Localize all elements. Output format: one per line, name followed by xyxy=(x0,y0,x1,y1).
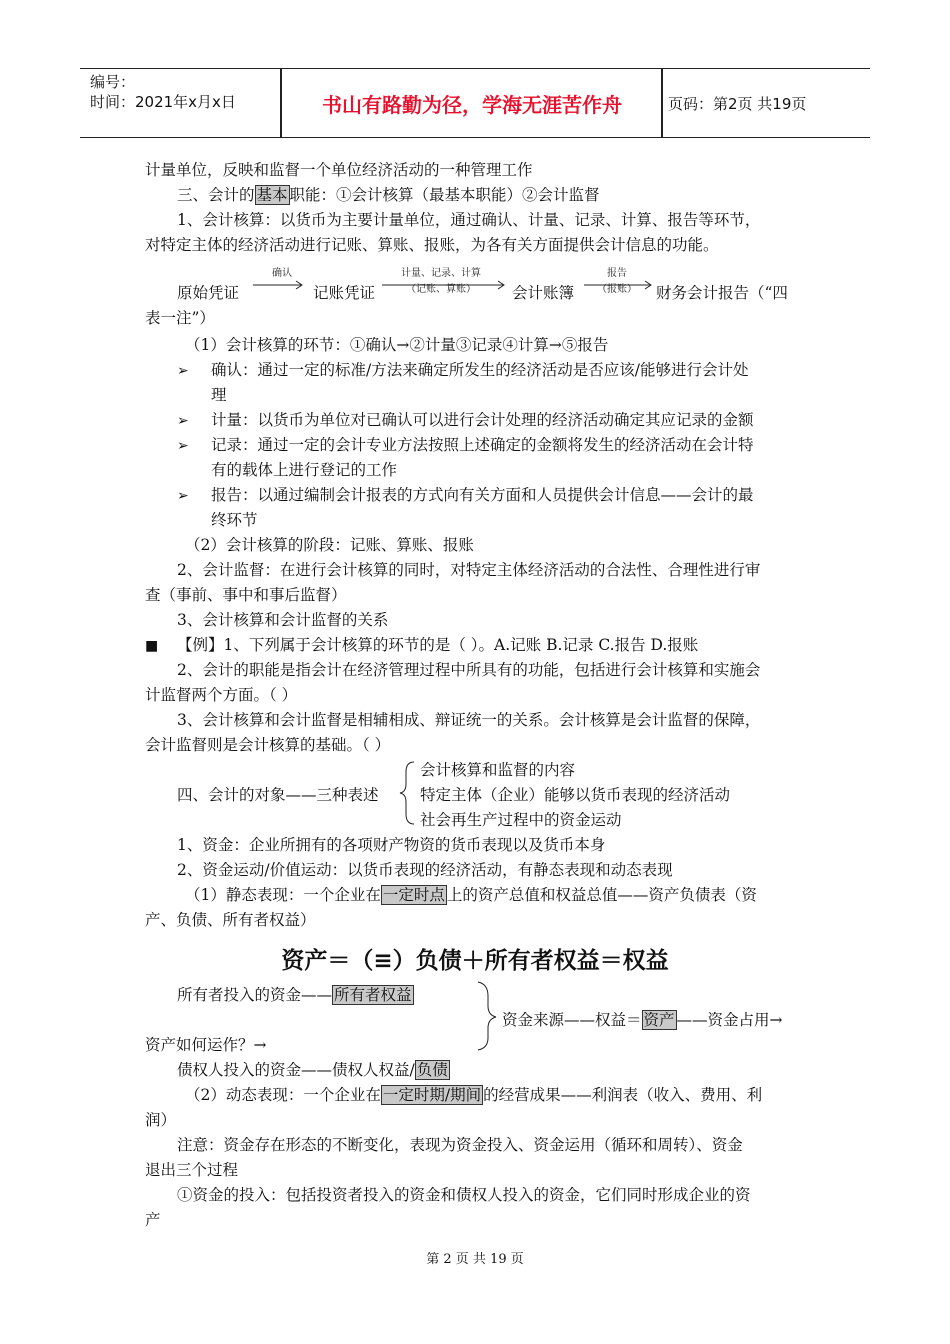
text-line: ①资金的投入：包括投资者投入的资金和债权人投入的资金，它们同时形成企业的资 xyxy=(177,1186,751,1204)
text-line: 终环节 xyxy=(211,511,258,529)
text-line: 会计监督则是会计核算的基础。（ ） xyxy=(145,736,391,754)
text-line: （1）会计核算的环节：①确认→②计量③记录④计算→⑤报告 xyxy=(185,336,609,354)
text-line: 理 xyxy=(211,386,227,404)
text-line xyxy=(185,1085,762,1105)
flow-arrow-label: 确认 xyxy=(272,268,292,279)
highlight-period: 一定时期/期间 xyxy=(382,1086,482,1104)
page-footer: 第 2 页 共 19 页 xyxy=(426,1252,524,1267)
text-line: 退出三个过程 xyxy=(145,1161,239,1179)
text-line: 产 xyxy=(145,1211,161,1229)
flow-financial-report: 财务会计报告（“四 xyxy=(656,284,788,302)
bullet-arrow-icon: ➢ xyxy=(177,438,189,454)
text-line: 有的载体上进行登记的工作 xyxy=(211,461,398,479)
text-span: 所有者投入的资金—— xyxy=(177,986,333,1004)
header-page-info: 页码：第2页 共19页 xyxy=(668,94,807,113)
text-span: 上的资产总值和权益总值——资产负债表（资 xyxy=(446,886,757,904)
text-line: 资产如何运作？→ xyxy=(145,1036,267,1054)
flow-arrow-label: （报账） xyxy=(597,284,637,295)
code-label: 编号： xyxy=(90,73,136,91)
text-line xyxy=(185,885,757,905)
accounting-equation: 资产＝（≡）负债＋所有者权益＝权益 xyxy=(281,948,669,974)
text-span: 债权人投入的资金——债权人权益/ xyxy=(177,1061,415,1079)
text-span: 职能：①会计核算（最基本职能）②会计监督 xyxy=(289,186,600,204)
text-line: 润） xyxy=(145,1111,177,1129)
flow-booking-voucher: 记账凭证 xyxy=(313,284,376,302)
text-line: 特定主体（企业）能够以货币表现的经济活动 xyxy=(420,786,731,804)
text-line xyxy=(177,1060,450,1080)
text-line: 计量单位，反映和监督一个单位经济活动的一种管理工作 xyxy=(145,161,533,179)
text-span: ——资金占用→ xyxy=(676,1011,783,1029)
text-line: 2、会计监督：在进行会计核算的同时，对特定主体经济活动的合法性、合理性进行审 xyxy=(177,561,761,579)
text-span: （2）动态表现：一个企业在 xyxy=(185,1086,381,1104)
text-line: 表一注”） xyxy=(145,309,215,327)
flow-arrow-label: 计量、记录、计算 xyxy=(401,268,481,279)
highlight-liabilities: 负债 xyxy=(416,1061,448,1079)
text-line: 报告：以通过编制会计报表的方式向有关方面和人员提供会计信息——会计的最 xyxy=(211,486,754,504)
text-line: 对特定主体的经济活动进行记账、算账、报账，为各有关方面提供会计信息的功能。 xyxy=(145,236,719,254)
text-line: 确认：通过一定的标准/方法来确定所发生的经济活动是否应该/能够进行会计处 xyxy=(211,361,749,379)
flow-arrow-label: （记账、算账） xyxy=(406,284,476,295)
highlight-basic: 基本 xyxy=(256,186,288,204)
bullet-arrow-icon: ➢ xyxy=(177,363,189,379)
header-motto: 书山有路勤为径，学海无涯苦作舟 xyxy=(322,92,622,117)
text-line: 3、会计核算和会计监督的关系 xyxy=(177,611,389,629)
text-line: 3、会计核算和会计监督是相辅相成、辩证统一的关系。会计核算是会计监督的保障， xyxy=(177,711,761,729)
text-line: 查（事前、事中和事后监督） xyxy=(145,586,347,604)
text-span: 三、会计的 xyxy=(177,186,255,204)
text-line: 计监督两个方面。（ ） xyxy=(145,686,298,704)
text-span: （1）静态表现：一个企业在 xyxy=(185,886,381,904)
square-bullet-icon: ■ xyxy=(145,638,159,654)
text-line: 计量：以货币为单位对已确认可以进行会计处理的经济活动确定其应记录的金额 xyxy=(211,411,754,429)
flow-arrow-label: 报告 xyxy=(607,268,627,279)
bullet-arrow-icon: ➢ xyxy=(177,413,189,429)
text-line: 【例】1、下列属于会计核算的环节的是（ ）。A.记账 B.记录 C.报告 D.报账 xyxy=(177,636,699,654)
highlight-owners-equity: 所有者权益 xyxy=(334,986,412,1004)
text-line: （2）会计核算的阶段：记账、算账、报账 xyxy=(185,536,474,554)
text-span: 的经营成果——利润表（收入、费用、利 xyxy=(483,1086,763,1104)
text-line xyxy=(177,985,414,1005)
flow-ledger: 会计账簿 xyxy=(512,284,575,302)
text-line: 1、会计核算：以货币为主要计量单位，通过确认、计量、记录、计算、报告等环节， xyxy=(177,211,761,229)
text-line: 记录：通过一定的会计专业方法按照上述确定的金额将发生的经济活动在会计特 xyxy=(211,436,754,454)
text-line xyxy=(502,1010,783,1030)
highlight-assets: 资产 xyxy=(643,1011,675,1029)
text-line: 社会再生产过程中的资金运动 xyxy=(420,811,622,829)
text-line: 注意：资金存在形态的不断变化，表现为资金投入、资金运用（循环和周转）、资金 xyxy=(177,1136,743,1154)
flow-original-voucher: 原始凭证 xyxy=(177,284,240,302)
bullet-arrow-icon: ➢ xyxy=(177,488,189,504)
time-label: 时间：2021年x月x日 xyxy=(90,93,236,111)
text-span: 资金来源——权益＝ xyxy=(502,1011,642,1029)
text-line: 四、会计的对象——三种表述 xyxy=(177,786,379,804)
text-line: 2、资金运动/价值运动：以货币表现的经济活动，有静态表现和动态表现 xyxy=(177,861,673,879)
highlight-point-in-time: 一定时点 xyxy=(382,886,445,904)
text-line: 产、负债、所有者权益） xyxy=(145,911,316,929)
text-line: 2、会计的职能是指会计在经济管理过程中所具有的功能，包括进行会计核算和实施会 xyxy=(177,661,761,679)
text-line: 1、资金：企业所拥有的各项财产物资的货币表现以及货币本身 xyxy=(177,836,606,854)
text-line: 会计核算和监督的内容 xyxy=(420,761,576,779)
